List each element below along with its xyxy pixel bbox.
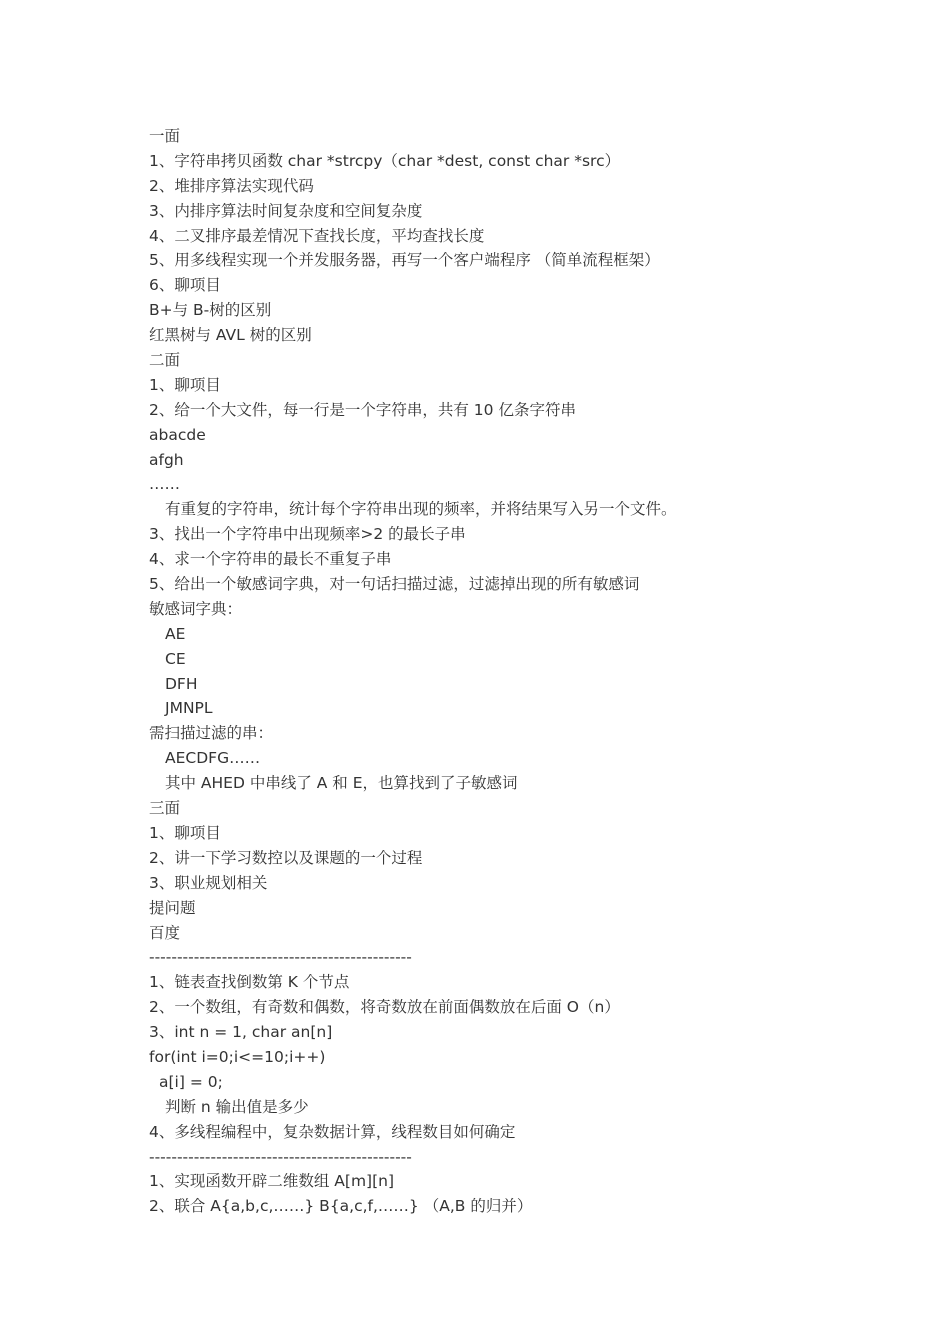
text-line: 4、二叉排序最差情况下查找长度，平均查找长度 (149, 226, 485, 245)
text-line: 提问题 (149, 898, 196, 917)
text-line: 1、实现函数开辟二维数组 A[m][n] (149, 1172, 395, 1191)
text-line: AE (165, 624, 186, 643)
text-line: 4、求一个字符串的最长不重复子串 (149, 550, 392, 569)
text-line: 5、用多线程实现一个并发服务器，再写一个客户端程序 （简单流程框架） (149, 251, 660, 270)
text-line: ----------------------------------------------- (149, 1147, 412, 1166)
text-line: 其中 AHED 中串线了 A 和 E，也算找到了子敏感词 (165, 774, 518, 793)
text-line: 2、给一个大文件，每一行是一个字符串，共有 10 亿条字符串 (149, 400, 576, 419)
text-line: 2、讲一下学习数控以及课题的一个过程 (149, 848, 423, 867)
text-line: afgh (149, 450, 184, 469)
text-line: 1、字符串拷贝函数 char *strcpy（char *dest, const char *src） (149, 151, 621, 170)
text-line: 2、一个数组，有奇数和偶数，将奇数放在前面偶数放在后面 O（n） (149, 998, 620, 1017)
text-line: DFH (165, 674, 198, 693)
text-line: 一面 (149, 127, 181, 145)
text-line: 判断 n 输出值是多少 (165, 1097, 309, 1116)
text-line: abacde (149, 425, 206, 444)
text-line: AECDFG…… (165, 749, 261, 768)
text-line: …… (149, 475, 180, 494)
text-line: 3、职业规划相关 (149, 873, 268, 892)
text-line: B+与 B-树的区别 (149, 301, 272, 320)
text-line: for(int i=0;i<=10;i++) (149, 1047, 326, 1066)
text-line: 红黑树与 AVL 树的区别 (149, 326, 312, 345)
text-line: a[i] = 0; (159, 1072, 223, 1091)
text-line: CE (165, 649, 186, 668)
text-line: 1、聊项目 (149, 823, 221, 842)
text-line: 敏感词字典： (149, 599, 243, 618)
text-line: 3、找出一个字符串中出现频率>2 的最长子串 (149, 525, 466, 544)
text-line: 需扫描过滤的串： (149, 724, 274, 743)
text-line: 二面 (149, 351, 181, 370)
text-line: 三面 (149, 799, 181, 818)
document-body (149, 124, 869, 1219)
text-line: ----------------------------------------------- (149, 948, 412, 967)
text-line: 2、联合 A{a,b,c,……} B{a,c,f,……} （A,B 的归并） (149, 1197, 533, 1216)
text-line: 4、多线程编程中，复杂数据计算，线程数目如何确定 (149, 1122, 516, 1141)
text-line: 3、int n = 1, char an[n] (149, 1023, 333, 1042)
text-line: JMNPL (165, 699, 213, 718)
text-line: 1、链表查找倒数第 K 个节点 (149, 973, 350, 992)
text-line: 2、堆排序算法实现代码 (149, 176, 314, 195)
text-line: 5、给出一个敏感词字典，对一句话扫描过滤，过滤掉出现的所有敏感词 (149, 575, 640, 594)
text-line: 3、内排序算法时间复杂度和空间复杂度 (149, 201, 423, 220)
text-line: 有重复的字符串，统计每个字符串出现的频率，并将结果写入另一个文件。 (165, 500, 677, 519)
text-line: 1、聊项目 (149, 375, 221, 394)
text-line: 6、聊项目 (149, 276, 221, 295)
text-line: 百度 (149, 923, 181, 942)
